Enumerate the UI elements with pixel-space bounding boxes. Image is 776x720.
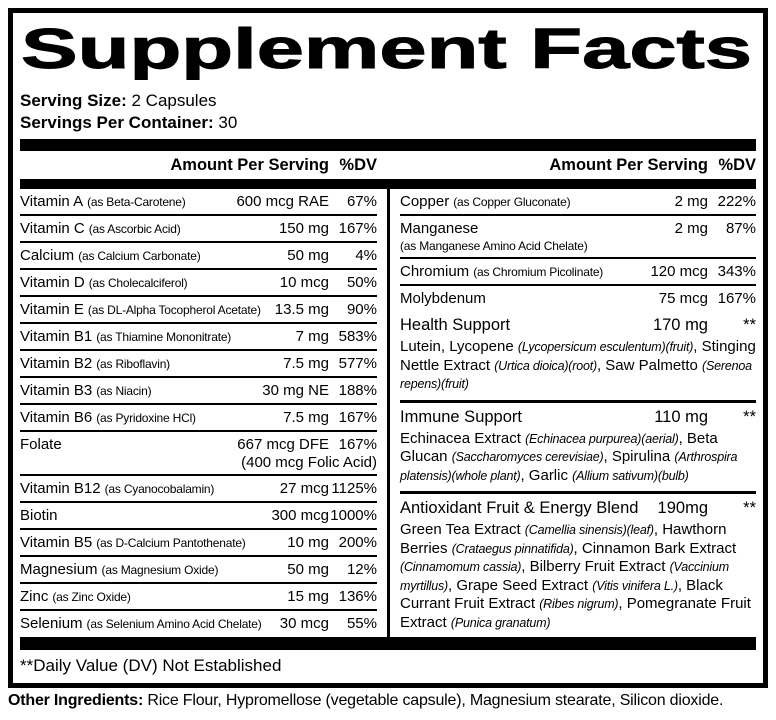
nutrient-amount: 120 mcg: [650, 263, 708, 280]
nutrient-dv: 167%: [338, 436, 377, 453]
nutrient-row: [20, 270, 377, 297]
nutrient-row: [400, 259, 756, 286]
title-svg: [20, 18, 754, 80]
serving-size-line: [20, 90, 756, 112]
nutrient-amount: 7.5 mg: [283, 355, 329, 372]
nutrient-row: [20, 351, 377, 378]
supplement-label-box: [8, 8, 768, 688]
blend-dv: **: [743, 499, 756, 517]
blend-name: Health Support: [400, 316, 511, 334]
nutrient-amount: 600 mcg RAE: [236, 193, 329, 210]
nutrient-name: Copper: [400, 193, 450, 210]
other-ingredients-text: Rice Flour, Hypromellose (vegetable capsule), Magnesium stearate, Silicon dioxide.: [143, 692, 724, 709]
blend-ingredients: [400, 521, 756, 632]
nutrient-amount: 50 mg: [287, 561, 329, 578]
nutrient-row: [20, 432, 377, 476]
latin-name: (Ribes nigrum): [539, 597, 619, 611]
serving-size-label: Serving Size:: [20, 91, 127, 110]
blend-ingredients: [400, 430, 756, 486]
latin-name: (Serenoa repens)(fruit): [400, 358, 752, 391]
header-separator-bar: [20, 179, 756, 189]
blend-section: [400, 311, 756, 403]
blend-amount: 190mg: [657, 499, 708, 517]
nutrient-name: Selenium: [20, 615, 83, 632]
nutrient-name: Chromium: [400, 263, 470, 280]
nutrient-dv: 87%: [725, 220, 756, 237]
nutrient-dv: 67%: [346, 193, 377, 210]
nutrient-name: Vitamin B1: [20, 328, 93, 345]
nutrient-dv: 167%: [717, 290, 756, 307]
nutrient-amount: 10 mg: [287, 534, 329, 551]
servings-per-container-label: Servings Per Container:: [20, 113, 214, 132]
ingredient-text: , Black Currant Fruit Extract: [400, 576, 723, 612]
latin-name: (Allium sativum)(bulb): [572, 468, 689, 483]
nutrient-amount: 300 mcg: [271, 507, 329, 524]
nutrient-dv: 343%: [717, 263, 756, 280]
ingredient-text: Lutein, Lycopene: [400, 338, 518, 355]
nutrient-row: [20, 243, 377, 270]
nutrient-name: Vitamin B6: [20, 409, 93, 426]
nutrient-form: (as Chromium Picolinate): [473, 265, 604, 279]
ingredient-text: , Saw Palmetto: [596, 356, 703, 374]
nutrient-name: Manganese: [400, 220, 479, 237]
blend-amount: 170 mg: [652, 316, 708, 334]
nutrient-amount: 30 mcg: [279, 615, 329, 632]
nutrient-amount: 2 mg: [674, 220, 708, 237]
ingredient-text: , Bilberry Fruit Extract: [521, 558, 670, 575]
blend-ingredients: [400, 338, 756, 394]
latin-name: (Arthrospira platensis)(whole plant): [400, 450, 738, 483]
nutrient-row: [400, 189, 756, 216]
latin-name: (Lycopersicum esculentum)(fruit): [517, 340, 694, 354]
ingredient-text: Echinacea Extract: [400, 429, 526, 447]
nutrient-dv: 222%: [717, 193, 756, 210]
nutrient-form: (as D-Calcium Pantothenate): [96, 536, 246, 550]
nutrient-form: (as Copper Gluconate): [453, 195, 571, 209]
latin-name: (Saccharomyces cerevisiae): [451, 450, 604, 464]
latin-name: (Crataegus pinnatifida): [451, 541, 574, 556]
latin-name: (Urtica dioica)(root): [494, 358, 597, 373]
nutrient-dv: 1000%: [330, 507, 377, 524]
nutrient-form: (as Cyanocobalamin): [104, 482, 215, 496]
nutrient-amount: 15 mg: [287, 588, 329, 605]
nutrient-form: (as Calcium Carbonate): [78, 249, 201, 263]
footnote-separator-bar: [20, 637, 756, 650]
nutrient-name: Vitamin A: [20, 193, 84, 210]
nutrient-form: (as Selenium Amino Acid Chelate): [86, 617, 262, 631]
servings-per-container-line: [20, 112, 756, 134]
ingredient-text: , Hawthorn Berries: [400, 521, 727, 557]
nutrient-table-right: [387, 189, 756, 637]
nutrient-name: Vitamin B12: [20, 480, 101, 497]
serving-size-value: 2 Capsules: [126, 91, 217, 110]
ingredient-text: , Spirulina: [603, 448, 675, 465]
page-title: [20, 18, 756, 85]
serving-info: [20, 90, 756, 134]
nutrient-row: [20, 611, 377, 636]
nutrient-row: [20, 405, 377, 432]
latin-name: (Echinacea purpurea)(aerial): [525, 431, 679, 446]
nutrient-form: (as Niacin): [96, 384, 152, 398]
nutrient-name: Biotin: [20, 507, 58, 524]
nutrient-dv: 4%: [355, 247, 377, 264]
title-text: Supplement Facts: [21, 18, 752, 80]
nutrient-name: Vitamin D: [20, 274, 85, 291]
minerals-section: [400, 189, 756, 311]
amount-per-serving-header: Amount Per Serving: [549, 155, 708, 174]
nutrient-amount-note: (400 mcg Folic Acid): [241, 454, 377, 471]
nutrient-amount: 10 mcg: [279, 274, 329, 291]
other-ingredients-line: [8, 692, 776, 710]
nutrient-row: [400, 286, 756, 311]
nutrient-dv: 90%: [346, 301, 377, 318]
nutrient-row: [20, 530, 377, 557]
latin-name: (Camellia sinensis)(leaf): [524, 523, 654, 537]
blend-section: [400, 403, 756, 495]
blends-section: [400, 311, 756, 638]
nutrient-amount: 150 mg: [278, 220, 329, 237]
nutrient-name: Vitamin B2: [20, 355, 93, 372]
nutrient-dv: 583%: [338, 328, 377, 345]
nutrient-dv: 167%: [338, 220, 377, 237]
nutrient-form: (as Thiamine Mononitrate): [96, 330, 232, 344]
daily-value-footnote: **Daily Value (DV) Not Established: [20, 656, 282, 675]
nutrient-dv: 55%: [346, 615, 377, 632]
nutrient-dv: 188%: [338, 382, 377, 399]
nutrient-amount: 50 mg: [287, 247, 329, 264]
nutrient-name: Calcium: [20, 247, 75, 264]
blend-name: Antioxidant Fruit & Energy Blend: [400, 499, 639, 517]
nutrient-dv: 136%: [338, 588, 377, 605]
nutrient-amount: 13.5 mg: [274, 301, 329, 318]
nutrient-dv: 200%: [338, 534, 377, 551]
nutrient-amount: 75 mcg: [658, 290, 708, 307]
ingredient-text: , Grape Seed Extract: [448, 576, 593, 594]
blend-section: [400, 494, 756, 638]
blend-dv: **: [743, 316, 756, 334]
nutrient-dv: 577%: [338, 355, 377, 372]
latin-name: (Cinnamomum cassia): [400, 560, 522, 574]
nutrient-row: [20, 324, 377, 351]
nutrient-amount: 7 mg: [295, 328, 329, 345]
nutrient-dv: 1125%: [331, 480, 377, 497]
dv-header: %DV: [339, 155, 377, 174]
nutrient-row: [20, 378, 377, 405]
table-header-left: [20, 156, 387, 175]
nutrient-name: Vitamin C: [20, 220, 85, 237]
nutrient-row: [400, 216, 756, 259]
nutrient-name: Folate: [20, 436, 62, 453]
nutrient-row: [20, 216, 377, 243]
nutrient-row: [20, 189, 377, 216]
nutrient-name: Magnesium: [20, 561, 98, 578]
nutrient-form: (as Cholecalciferol): [88, 276, 188, 290]
nutrient-name: Vitamin B3: [20, 382, 93, 399]
latin-name: (Vitis vinifera L.): [592, 578, 678, 593]
nutrient-name: Vitamin B5: [20, 534, 93, 551]
nutrient-name: Vitamin E: [20, 301, 84, 318]
latin-name: (Punica granatum): [450, 615, 551, 630]
ingredient-text: , Pomegranate Fruit Extract: [400, 595, 751, 631]
nutrient-row: [20, 584, 377, 611]
ingredient-text: , Stinging Nettle Extract: [400, 338, 756, 374]
ingredient-text: , Garlic: [520, 466, 573, 484]
nutrient-table-left: [20, 189, 387, 637]
nutrient-amount: 30 mg NE: [262, 382, 329, 399]
nutrient-form: (as Pyridoxine HCl): [96, 411, 196, 425]
nutrient-name: Molybdenum: [400, 290, 486, 307]
nutrient-form: (as Beta-Carotene): [87, 195, 186, 209]
nutrient-form: (as Ascorbic Acid): [88, 222, 181, 236]
nutrient-dv: 50%: [346, 274, 377, 291]
nutrient-amount: 27 mcg: [279, 480, 329, 497]
nutrient-form: (as DL-Alpha Tocopherol Acetate): [87, 303, 261, 317]
table-header-right: [387, 156, 756, 175]
nutrient-name: Zinc: [20, 588, 49, 605]
ingredient-text: Green Tea Extract: [400, 521, 525, 538]
servings-per-container-value: 30: [213, 113, 238, 132]
nutrient-amount: 667 mcg DFE: [237, 436, 329, 453]
nutrient-form: (as Zinc Oxide): [52, 590, 131, 604]
nutrient-columns: [20, 189, 756, 637]
dv-header: %DV: [718, 155, 756, 174]
blend-dv: **: [743, 407, 756, 426]
nutrient-row: [20, 503, 377, 530]
blend-amount: 110 mg: [654, 407, 708, 426]
nutrient-form: (as Manganese Amino Acid Chelate): [400, 239, 588, 253]
nutrient-dv: 12%: [346, 561, 377, 578]
nutrient-form: (as Magnesium Oxide): [101, 563, 219, 577]
other-ingredients-label: Other Ingredients:: [8, 692, 144, 709]
nutrient-row: [20, 476, 377, 503]
ingredient-text: , Beta Glucan: [400, 429, 718, 465]
nutrient-amount: 7.5 mg: [283, 409, 329, 426]
nutrient-row: [20, 297, 377, 324]
blend-name: Immune Support: [400, 407, 522, 426]
amount-per-serving-header: Amount Per Serving: [170, 155, 329, 174]
latin-name: (Vaccinium myrtillus): [400, 560, 729, 593]
top-separator-bar: [20, 139, 756, 151]
nutrient-row: [20, 557, 377, 584]
ingredient-text: , Cinnamon Bark Extract: [573, 539, 737, 557]
nutrient-dv: 167%: [338, 409, 377, 426]
nutrient-amount: 2 mg: [674, 193, 708, 210]
table-header-row: [20, 151, 756, 179]
nutrient-form: (as Riboflavin): [96, 357, 170, 371]
